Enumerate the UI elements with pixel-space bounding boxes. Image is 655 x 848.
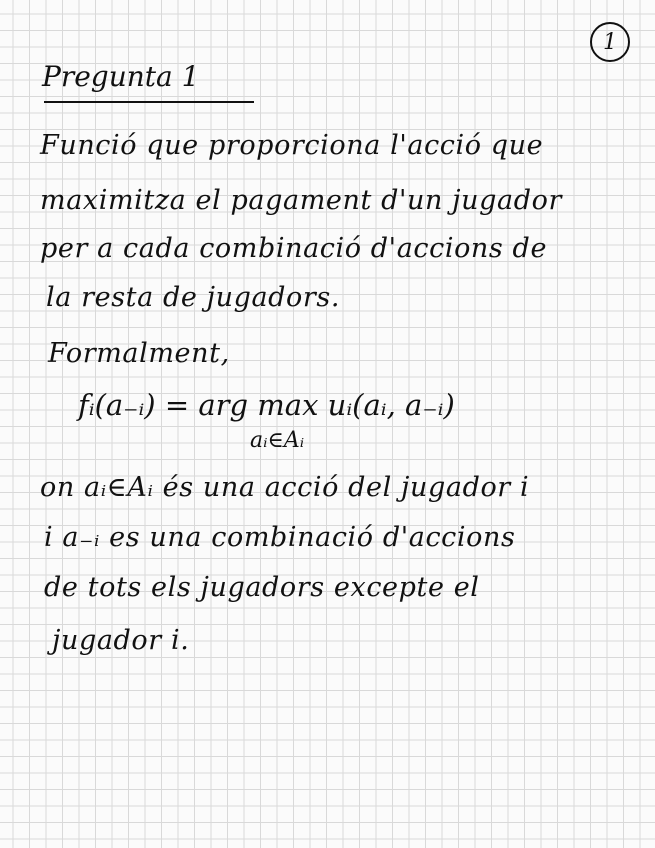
best-response-formula: fᵢ(a₋ᵢ) = arg max uᵢ(aᵢ, a₋ᵢ) — [78, 388, 455, 422]
formula-subscript: aᵢ∈Aᵢ — [250, 428, 305, 453]
title-underline — [44, 101, 254, 103]
page-number — [590, 22, 630, 62]
text-line: i a₋ᵢ es una combinació d'accions — [44, 522, 516, 553]
text-line: de tots els jugadors excepte el — [44, 572, 480, 603]
page-number-text: 1 — [603, 29, 617, 55]
text-line: maximitza el pagament d'un jugador — [40, 185, 562, 216]
text-line: jugador i. — [52, 625, 190, 656]
text-line: per a cada combinació d'accions de — [40, 233, 548, 264]
text-line: on aᵢ∈Aᵢ és una acció del jugador i — [40, 472, 530, 503]
text-line: la resta de jugadors. — [46, 282, 341, 313]
text-line: Funció que proporciona l'acció que — [40, 130, 544, 161]
question-title: Pregunta 1 — [42, 60, 200, 93]
text-line: Formalment, — [48, 338, 230, 369]
